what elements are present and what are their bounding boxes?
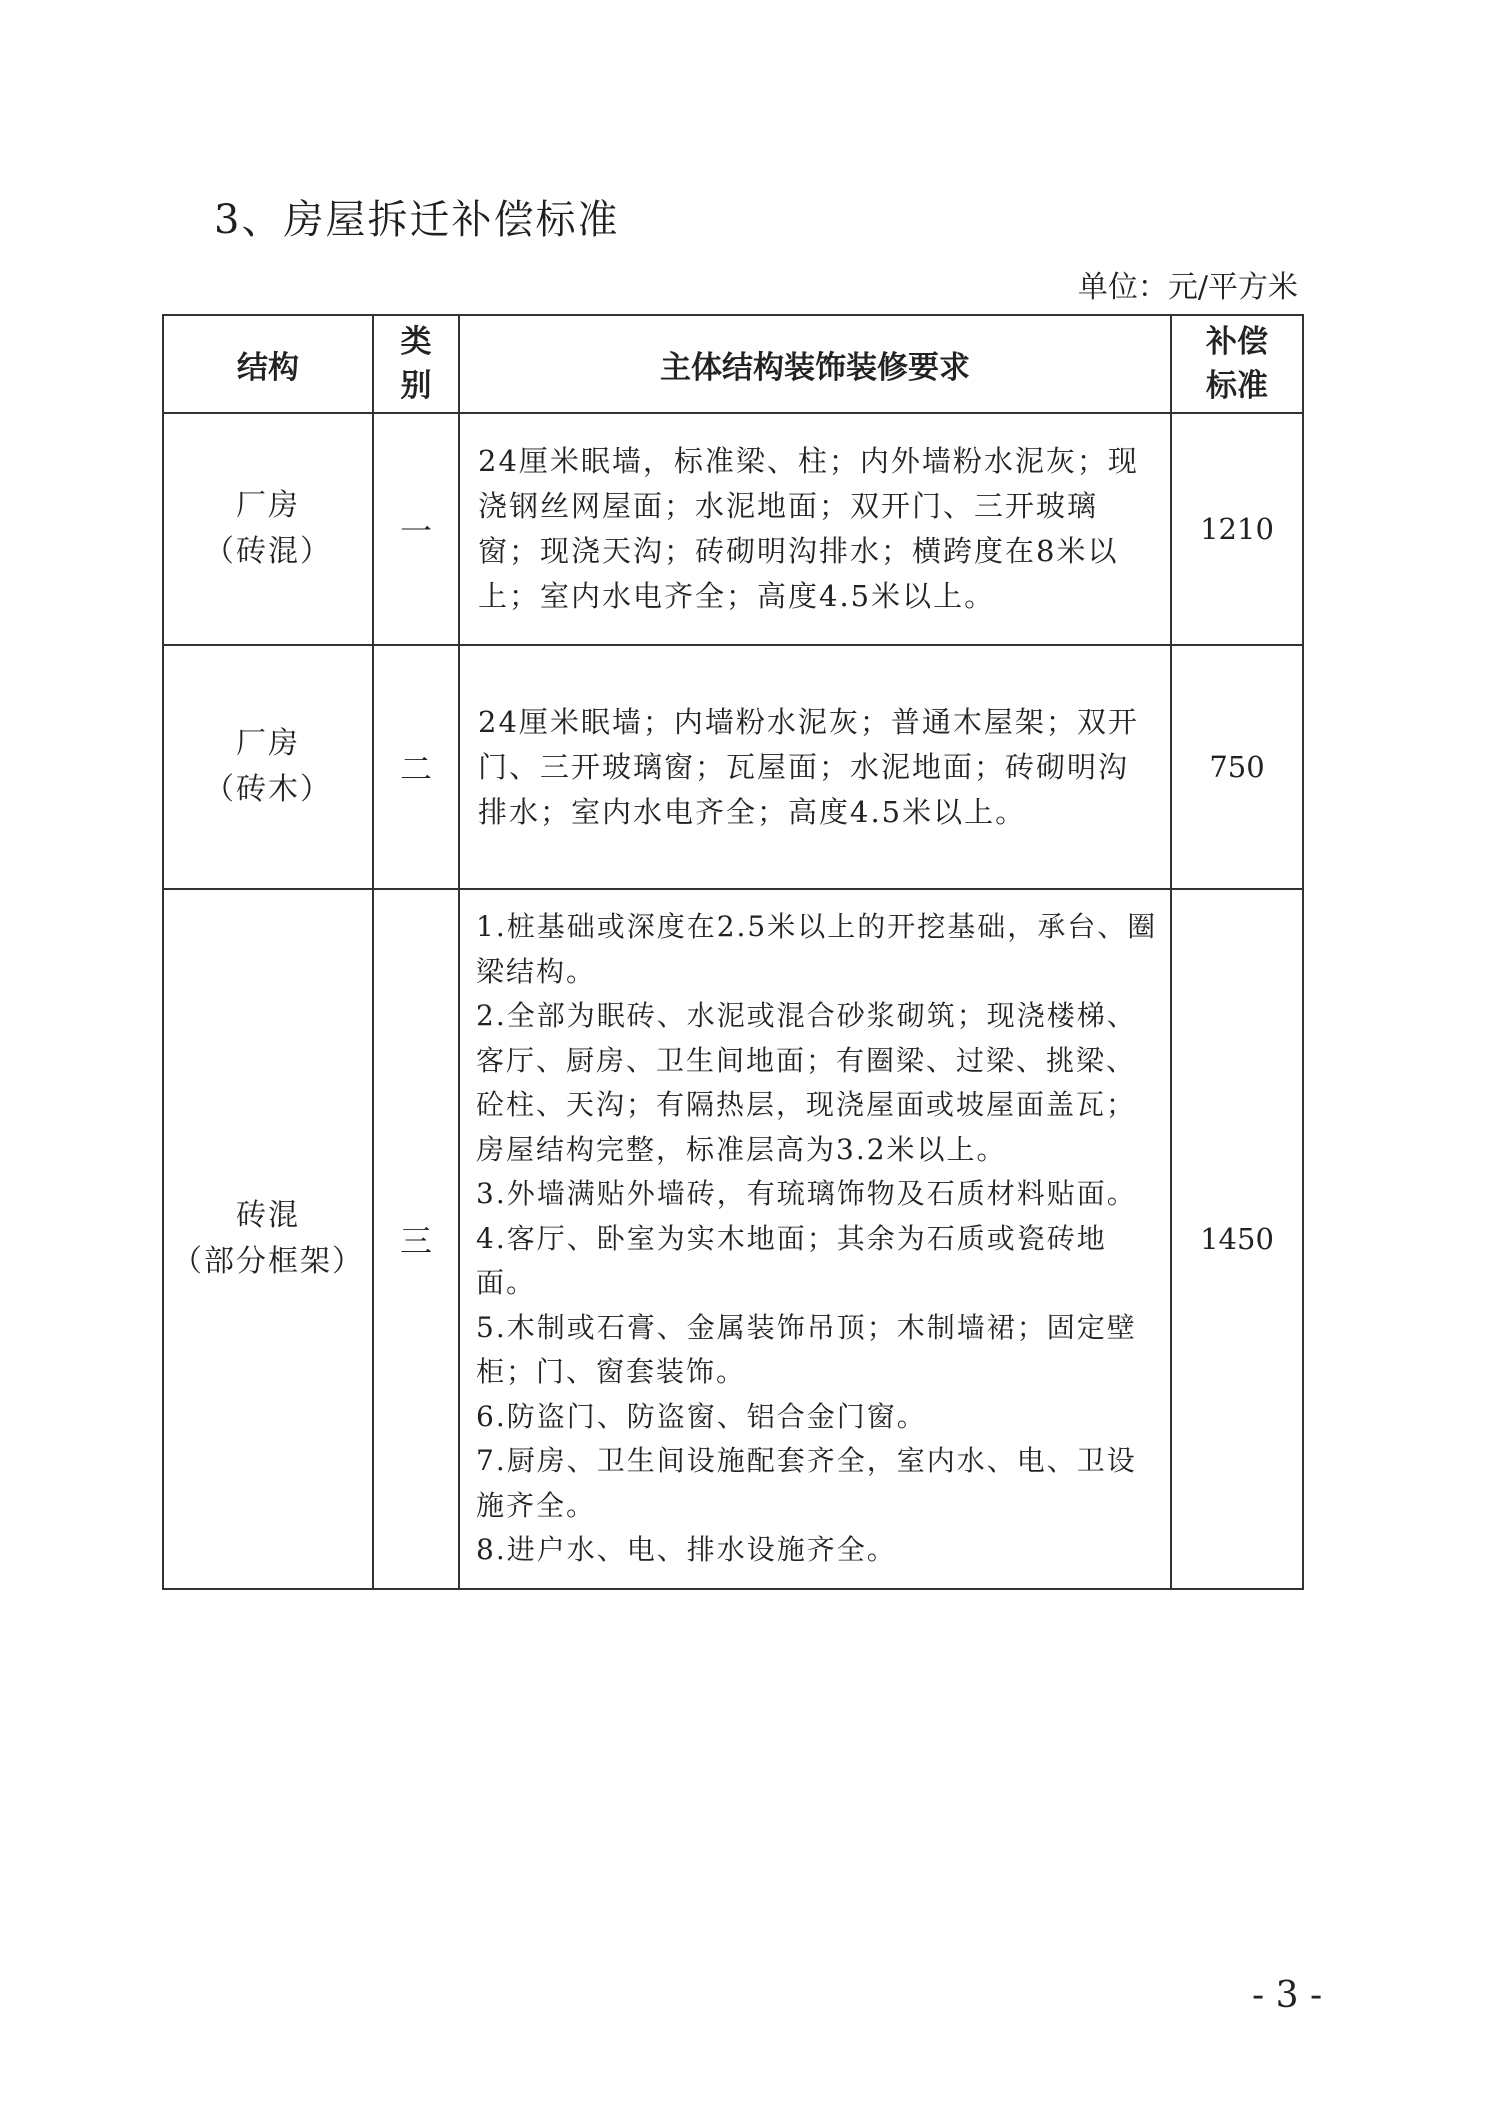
type-cell: 一 xyxy=(373,413,459,645)
section-heading: 3、房屋拆迁补偿标准 xyxy=(214,197,620,243)
structure-line2: （砖木） xyxy=(204,772,332,807)
structure-line1: 厂房 xyxy=(236,726,300,761)
structure-line1: 厂房 xyxy=(236,488,300,523)
type-cell: 三 xyxy=(373,889,459,1589)
unit-label: 单位：元/平方米 xyxy=(1077,270,1298,305)
requirements-cell xyxy=(459,889,1171,1589)
header-structure: 结构 xyxy=(163,315,373,413)
requirement-item: 2.全部为眠砖、水泥或混合砂浆砌筑；现浇楼梯、客厅、厨房、卫生间地面；有圈梁、过梁、挑梁、砼柱、天沟；有隔热层，现浇屋面或坡屋面盖瓦；房屋结构完整，标准层高为3.2米以上。 xyxy=(476,999,1137,1166)
compensation-table xyxy=(162,314,1304,1590)
requirement-item: 7.厨房、卫生间设施配套齐全，室内水、电、卫设施齐全。 xyxy=(476,1444,1137,1522)
header-requirements: 主体结构装饰装修要求 xyxy=(459,315,1171,413)
structure-cell xyxy=(163,889,373,1589)
structure-line2: （砖混） xyxy=(204,534,332,569)
type-cell: 二 xyxy=(373,645,459,889)
page-number: - 3 - xyxy=(1252,1975,1323,2016)
requirement-item: 8.进户水、电、排水设施齐全。 xyxy=(476,1533,897,1567)
structure-line2: （部分框架） xyxy=(172,1244,364,1279)
structure-cell xyxy=(163,645,373,889)
standard-cell: 1450 xyxy=(1171,889,1303,1589)
structure-line1: 砖混 xyxy=(236,1198,300,1233)
table-row xyxy=(163,889,1303,1589)
requirements-cell: 24厘米眠墙；内墙粉水泥灰；普通木屋架；双开门、三开玻璃窗；瓦屋面；水泥地面；砖砌明沟排水；室内水电齐全；高度4.5米以上。 xyxy=(459,645,1171,889)
requirement-item: 3.外墙满贴外墙砖，有琉璃饰物及石质材料贴面。 xyxy=(476,1177,1137,1211)
header-type-line2: 别 xyxy=(400,368,432,404)
table-row xyxy=(163,413,1303,645)
requirement-item: 6.防盗门、防盗窗、铝合金门窗。 xyxy=(476,1399,927,1433)
requirement-item: 5.木制或石膏、金属装饰吊顶；木制墙裙；固定壁柜；门、窗套装饰。 xyxy=(476,1310,1137,1389)
header-standard xyxy=(1171,315,1303,413)
header-type-line1: 类 xyxy=(400,324,432,360)
requirement-item: 4.客厅、卧室为实木地面；其余为石质或瓷砖地面。 xyxy=(476,1221,1107,1300)
table-row xyxy=(163,645,1303,889)
header-standard-line1: 补偿 xyxy=(1206,324,1268,360)
header-standard-line2: 标准 xyxy=(1206,368,1268,404)
requirements-cell: 24厘米眠墙，标准梁、柱；内外墙粉水泥灰；现浇钢丝网屋面；水泥地面；双开门、三开玻璃窗；现浇天沟；砖砌明沟排水；横跨度在8米以上；室内水电齐全；高度4.5米以上。 xyxy=(459,413,1171,645)
standard-cell: 750 xyxy=(1171,645,1303,889)
requirement-item: 1.桩基础或深度在2.5米以上的开挖基础，承台、圈梁结构。 xyxy=(476,910,1158,988)
structure-cell xyxy=(163,413,373,645)
table-header-row xyxy=(163,315,1303,413)
standard-cell: 1210 xyxy=(1171,413,1303,645)
header-type xyxy=(373,315,459,413)
